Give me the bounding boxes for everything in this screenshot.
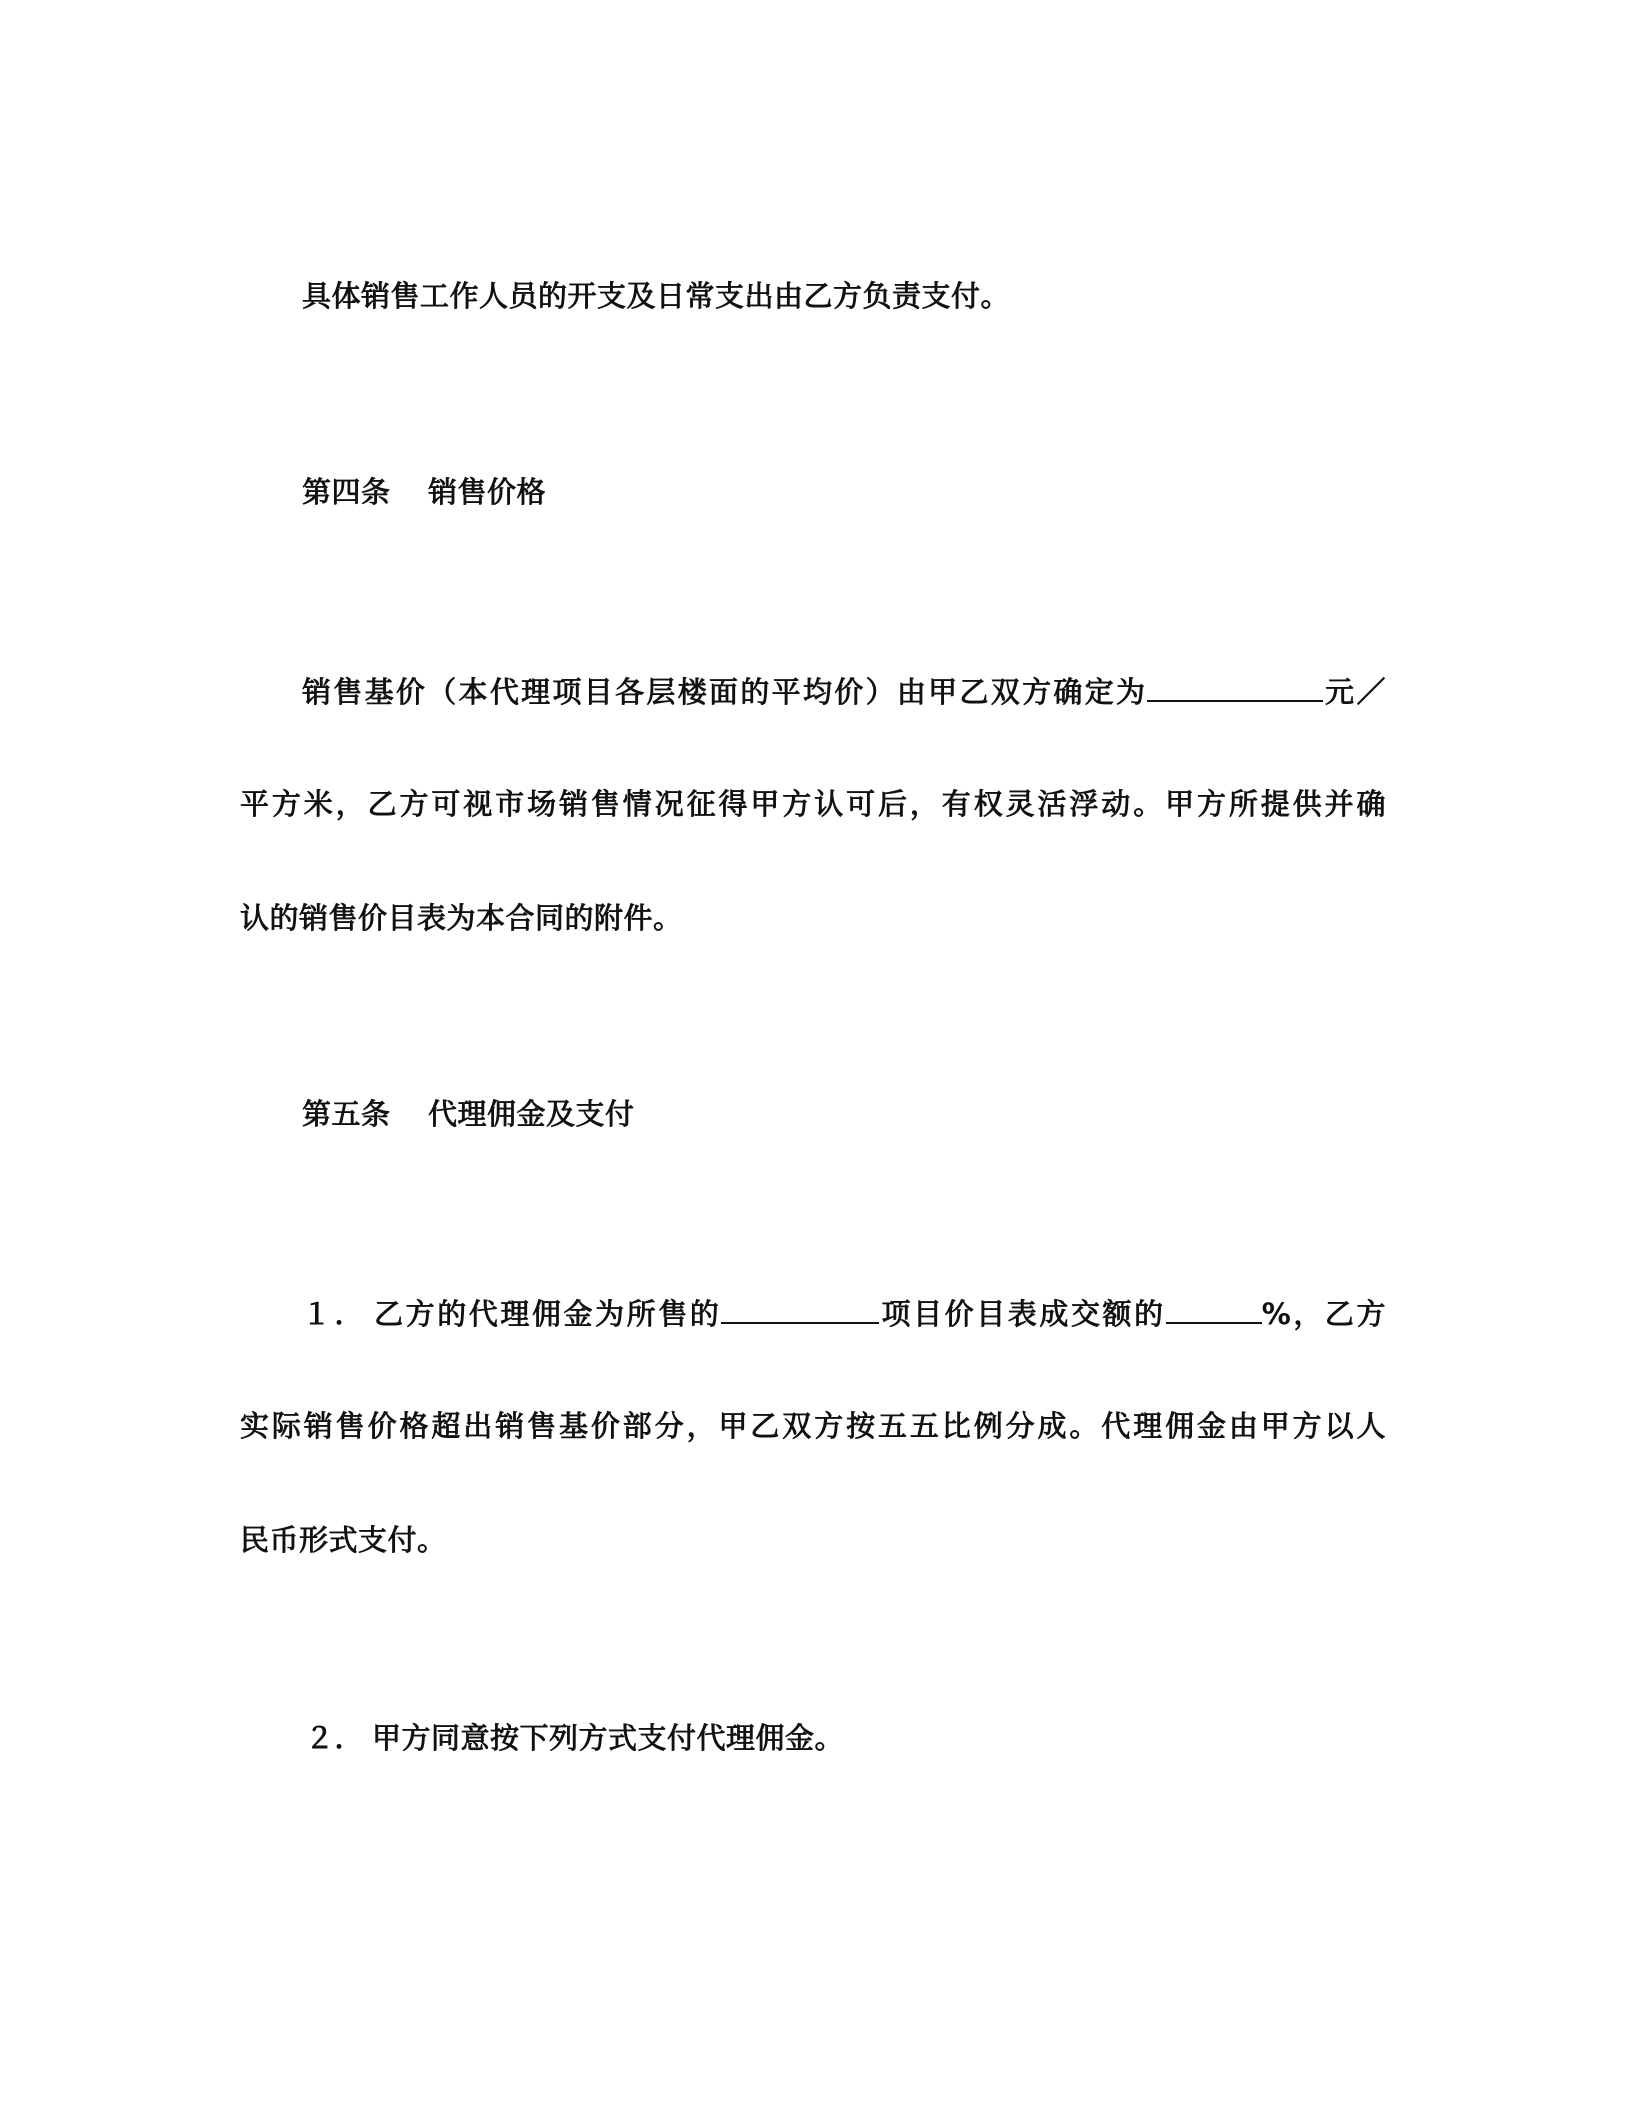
article-title: 代理佣金及支付 [428, 1097, 635, 1131]
commission-paragraph-line-3 [240, 1520, 447, 1560]
paragraph-text: 具体销售工作人员的开支及日常支出由乙方负责支付。 [302, 279, 1011, 313]
commission-text-1: 乙方的代理佣金为所售的 [372, 1297, 722, 1331]
paragraph-text: 民币形式支付。 [240, 1523, 447, 1557]
paragraph-text: 认的销售价目表为本合同的附件。 [240, 901, 683, 935]
percent-blank-field[interactable] [1166, 1292, 1262, 1324]
price-unit-text: 元／ [1323, 675, 1386, 709]
article-5-heading [302, 1094, 635, 1134]
paragraph-text: 平方米，乙方可视市场销售情况征得甲方认可后，有权灵活浮动。甲方所提供并确 [240, 787, 1386, 821]
price-paragraph-line-1 [302, 670, 1386, 712]
item-number: ２． [304, 1721, 364, 1755]
price-paragraph-line-2 [240, 784, 1386, 824]
project-blank-field[interactable] [721, 1292, 879, 1324]
commission-paragraph-line-1 [302, 1292, 1386, 1334]
article-4-heading [302, 472, 546, 512]
article-title: 销售价格 [428, 475, 547, 509]
article-number: 第五条 [302, 1097, 391, 1131]
article-number: 第四条 [302, 475, 391, 509]
paragraph-text: 甲方同意按下列方式支付代理佣金。 [372, 1721, 845, 1755]
commission-text-2: 项目价目表成交额的 [879, 1297, 1166, 1331]
paragraph-expenses [302, 276, 1010, 316]
commission-text-3: %，乙方 [1261, 1297, 1386, 1331]
commission-paragraph-line-2 [240, 1406, 1386, 1446]
paragraph-text: 实际销售价格超出销售基价部分，甲乙双方按五五比例分成。代理佣金由甲方以人 [240, 1409, 1386, 1443]
payment-method-paragraph [302, 1718, 844, 1758]
price-blank-field[interactable] [1147, 670, 1323, 702]
price-text-before: 销售基价（本代理项目各层楼面的平均价）由甲乙双方确定为 [302, 675, 1148, 709]
item-number: １． [302, 1297, 364, 1331]
price-paragraph-line-3 [240, 898, 683, 938]
